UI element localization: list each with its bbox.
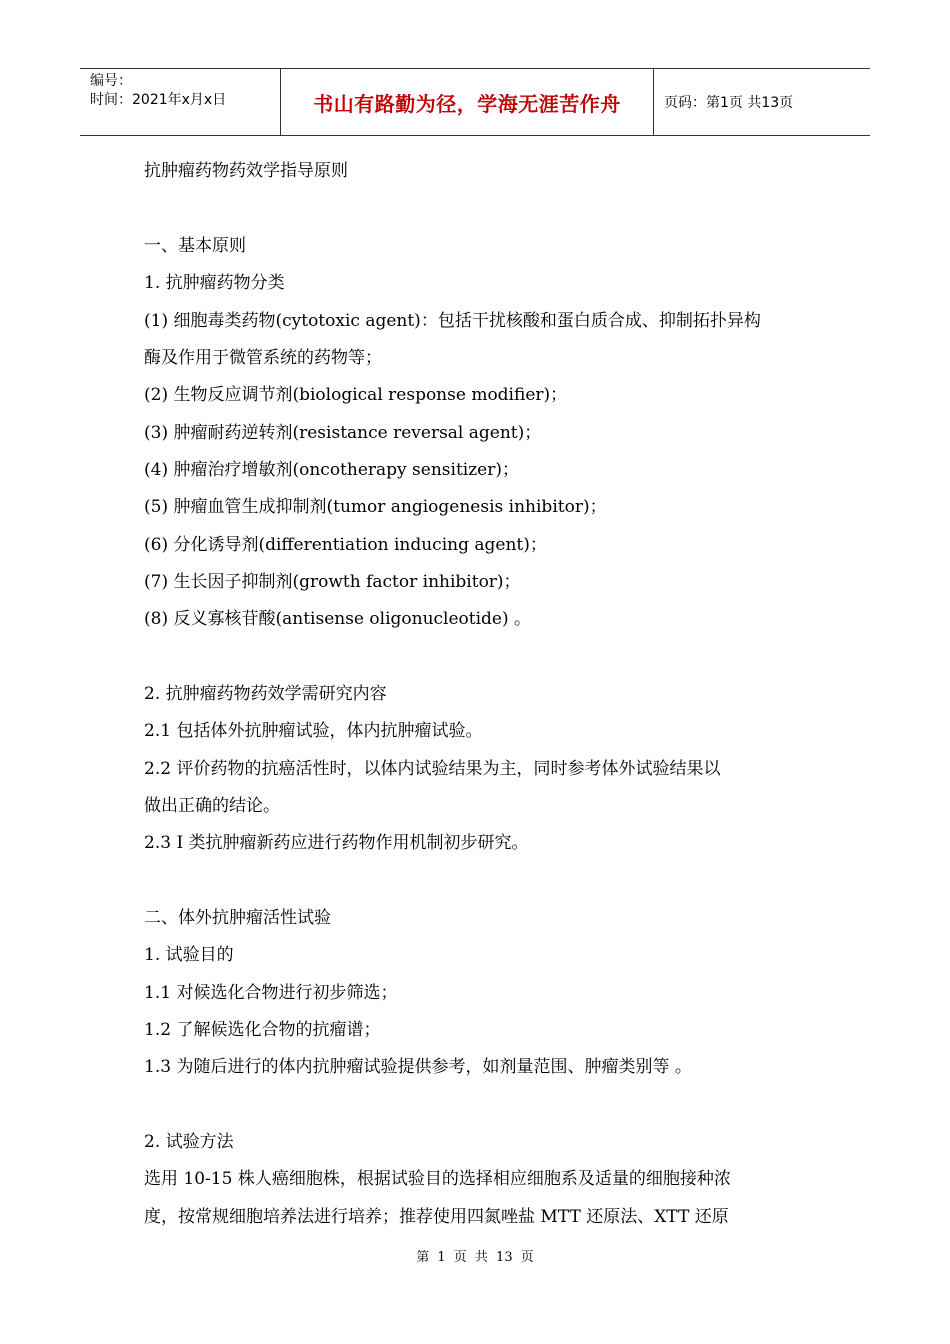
paragraph-line: 1.2 了解候选化合物的抗瘤谱；	[144, 1020, 381, 1040]
header-page-info: 页码：第1页 共13页	[664, 95, 794, 111]
paragraph-line: 2.2 评价药物的抗癌活性时，以体内试验结果为主，同时参考体外试验结果以	[144, 759, 721, 779]
document-number-label: 编号：	[90, 73, 132, 89]
section-heading: 二、体外抗肿瘤活性试验	[144, 908, 331, 928]
paragraph-line: 做出正确的结论。	[144, 796, 280, 816]
paragraph-line: 1.1 对候选化合物进行初步筛选；	[144, 983, 398, 1003]
document-title: 抗肿瘤药物药效学指导原则	[144, 161, 348, 181]
subsection-heading: 2. 抗肿瘤药物药效学需研究内容	[144, 684, 387, 704]
paragraph-line: (2) 生物反应调节剂(biological response modifier)；	[144, 385, 568, 405]
page-header	[80, 68, 870, 136]
paragraph-line: (7) 生长因子抑制剂(growth factor inhibitor)；	[144, 572, 521, 592]
paragraph-line: 选用 10-15 株人癌细胞株，根据试验目的选择相应细胞系及适量的细胞接种浓	[144, 1169, 731, 1189]
document-date: 时间：2021年x月x日	[90, 92, 227, 108]
paragraph-line: (3) 肿瘤耐药逆转剂(resistance reversal agent)；	[144, 423, 542, 443]
paragraph-line: 度，按常规细胞培养法进行培养；推荐使用四氮唑盐 MTT 还原法、XTT 还原	[144, 1207, 729, 1227]
section-heading: 一、基本原则	[144, 236, 246, 256]
subsection-heading: 2. 试验方法	[144, 1132, 234, 1152]
paragraph-line: (4) 肿瘤治疗增敏剂(oncotherapy sensitizer)；	[144, 460, 519, 480]
paragraph-line: 2.1 包括体外抗肿瘤试验，体内抗肿瘤试验。	[144, 721, 483, 741]
paragraph-line: (5) 肿瘤血管生成抑制剂(tumor angiogenesis inhibitor)；	[144, 497, 607, 517]
paragraph-line: 2.3 I 类抗肿瘤新药应进行药物作用机制初步研究。	[144, 833, 529, 853]
paragraph-line: (1) 细胞毒类药物(cytotoxic agent)：包括干扰核酸和蛋白质合成、抑制拓扑异构	[144, 311, 761, 331]
paragraph-line: 酶及作用于微管系统的药物等；	[144, 348, 382, 368]
header-meta	[80, 69, 281, 135]
subsection-heading: 1. 抗肿瘤药物分类	[144, 273, 285, 293]
subsection-heading: 1. 试验目的	[144, 945, 234, 965]
paragraph-line: (8) 反义寡核苷酸(antisense oligonucleotide) 。	[144, 609, 532, 629]
header-motto: 书山有路勤为径，学海无涯苦作舟	[281, 69, 654, 135]
paragraph-line: (6) 分化诱导剂(differentiation inducing agent)；	[144, 535, 547, 555]
page-footer: 第 1 页 共 13 页	[416, 1250, 534, 1265]
paragraph-line: 1.3 为随后进行的体内抗肿瘤试验提供参考，如剂量范围、肿瘤类别等 。	[144, 1057, 692, 1077]
